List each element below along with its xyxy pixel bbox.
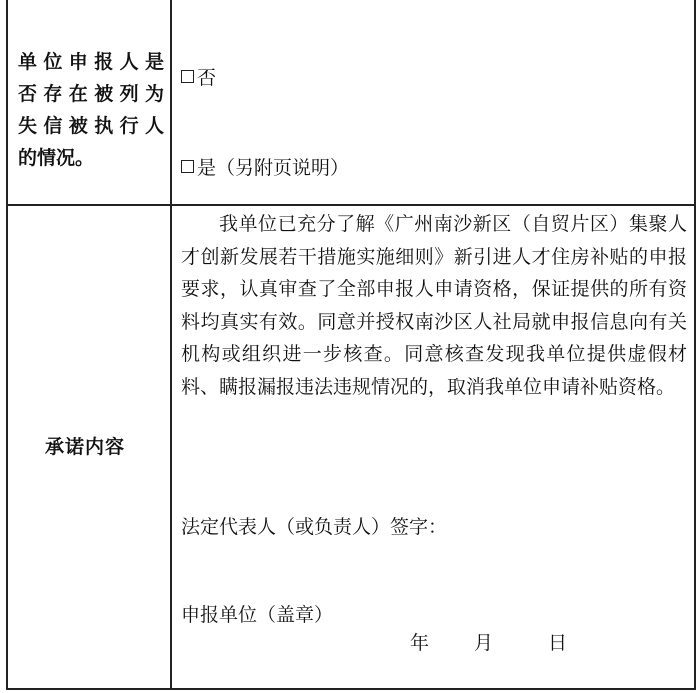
signature-label: 法定代表人（或负责人）签字： (181, 516, 448, 538)
label-line-2: 否存在被列为 (18, 83, 164, 105)
checkbox-yes[interactable] (181, 160, 194, 173)
seal-label: 申报单位（盖章） (181, 604, 334, 626)
commitment-label: 承诺内容 (44, 436, 125, 458)
table-border-right (694, 0, 696, 690)
label-line-4: 的情况。 (18, 147, 95, 169)
table-row-divider (6, 204, 696, 206)
date-month-label: 月 (474, 632, 494, 654)
date-day-label: 日 (548, 632, 568, 654)
blacklist-question-label (18, 46, 164, 174)
option-yes-label: 是（另附页说明） (197, 157, 350, 179)
commitment-text (181, 208, 687, 403)
table-border-bottom (6, 688, 696, 690)
option-yes[interactable] (181, 153, 349, 180)
table-border-left (6, 0, 8, 690)
commitment-paragraph: 我单位已充分了解《广州南沙新区（自贸片区）集聚人才创新发展若干措施实施细则》新引进人才住房补贴的申报要求，认真审查了全部申报人申请资格，保证提供的所有资料均真实有效。同意并授权南沙区人社局就申报信息向有关机构或组织进一步核查。同意核查发现我单位提供虚假材料、瞒报漏报违法违规情况的，取消我单位申请补贴资格。 (181, 213, 687, 398)
table-border-middle (170, 0, 172, 690)
date-year-label: 年 (410, 632, 430, 654)
option-no[interactable] (181, 63, 216, 90)
checkbox-no[interactable] (181, 70, 194, 83)
label-line-1: 单位申报人是 (18, 51, 164, 73)
label-line-3: 失信被执行人 (18, 115, 164, 137)
option-no-label: 否 (197, 67, 217, 89)
